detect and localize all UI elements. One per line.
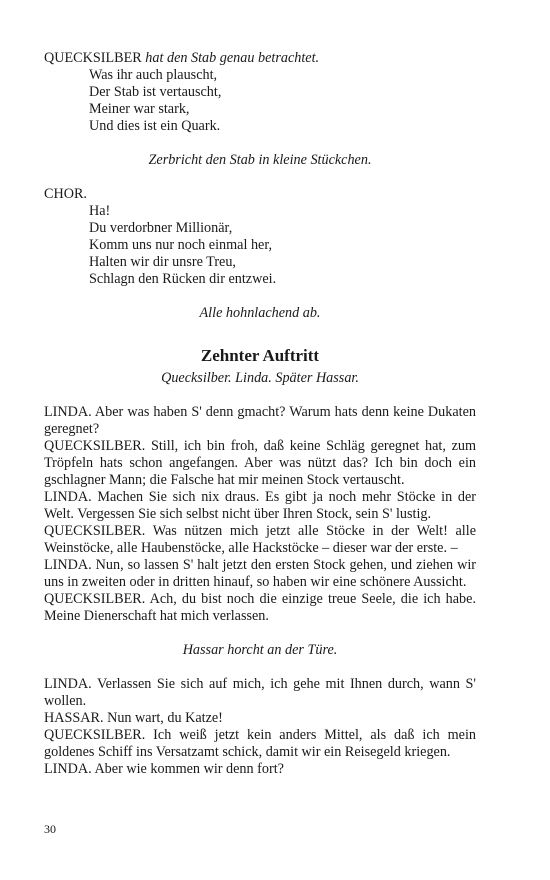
verse-line: Meiner war stark, <box>89 101 190 117</box>
stage-direction: Zerbricht den Stab in kleine Stückchen. <box>148 152 372 168</box>
stage-direction: Hassar horcht an der Türe. <box>182 642 338 658</box>
dialogue-paragraph: QUECKSILBER. Ach, du bist noch die einzige treue Seele, die ich habe. Meine Dienerschaft hat mich verlassen. <box>44 591 476 624</box>
dialogue-paragraph: HASSAR. Nun wart, du Katze! <box>44 710 223 726</box>
dialogue-paragraph: LINDA. Verlassen Sie sich auf mich, ich gehe mit Ihnen durch, wann S' wollen. <box>44 676 476 709</box>
verse-speaker-line <box>44 50 476 67</box>
verse-line: Schlagn den Rücken dir entzwei. <box>89 271 277 287</box>
verse-line: Und dies ist ein Quark. <box>89 118 221 134</box>
stage-direction: Alle hohnlachend ab. <box>199 305 321 321</box>
dialogue-paragraph: QUECKSILBER. Was nützen mich jetzt alle Stöcke in der Welt! alle Weinstöcke, alle Haubenstöcke, alle Hackstöcke – dieser war der erste. – <box>44 523 476 556</box>
verse-line: Komm uns nur noch einmal her, <box>89 237 273 253</box>
dialogue-paragraph: LINDA. Machen Sie sich nix draus. Es gibt ja noch mehr Stöcke in der Welt. Vergessen Sie sich selbst nicht über Ihren Stock, sein S' lustig. <box>44 489 476 522</box>
verse-line: Ha! <box>89 203 111 219</box>
speaker-name: QUECKSILBER <box>44 50 142 66</box>
dialogue-paragraph: LINDA. Aber was haben S' denn gmacht? Warum hats denn keine Dukaten geregnet? <box>44 404 476 437</box>
page-number: 30 <box>44 822 56 836</box>
scene-title: Zehnter Auftritt <box>200 346 320 365</box>
page-body <box>44 50 476 778</box>
chor-speaker: CHOR. <box>44 186 87 202</box>
dialogue-paragraph: LINDA. Aber wie kommen wir denn fort? <box>44 761 284 777</box>
verse-line: Halten wir dir unsre Treu, <box>89 254 236 270</box>
scene-cast: Quecksilber. Linda. Später Hassar. <box>161 370 359 386</box>
dialogue-paragraph: QUECKSILBER. Still, ich bin froh, daß keine Schläg geregnet hat, zum Tröpfeln hats schon angefangen. Aber was nützt das? Ich bin doch ein gschlagner Mann; die Falsche hat mir meinen Stock vertauscht. <box>44 438 476 488</box>
verse-line: Du verdorbner Millionär, <box>89 220 233 236</box>
verse-line: Was ihr auch plauscht, <box>89 67 218 83</box>
verse-line: Der Stab ist vertauscht, <box>89 84 222 100</box>
dialogue-paragraph: LINDA. Nun, so lassen S' halt jetzt den ersten Stock gehen, und ziehen wir uns in zweiten oder in dritten hinauf, so haben wir eine schönere Aussicht. <box>44 557 476 590</box>
stage-direction-inline: hat den Stab genau betrachtet. <box>145 50 320 66</box>
dialogue-paragraph: QUECKSILBER. Ich weiß jetzt kein anders Mittel, als daß ich mein goldenes Schiff ins Versatzamt schick, damit wir ein Reisegeld kriegen. <box>44 727 476 760</box>
